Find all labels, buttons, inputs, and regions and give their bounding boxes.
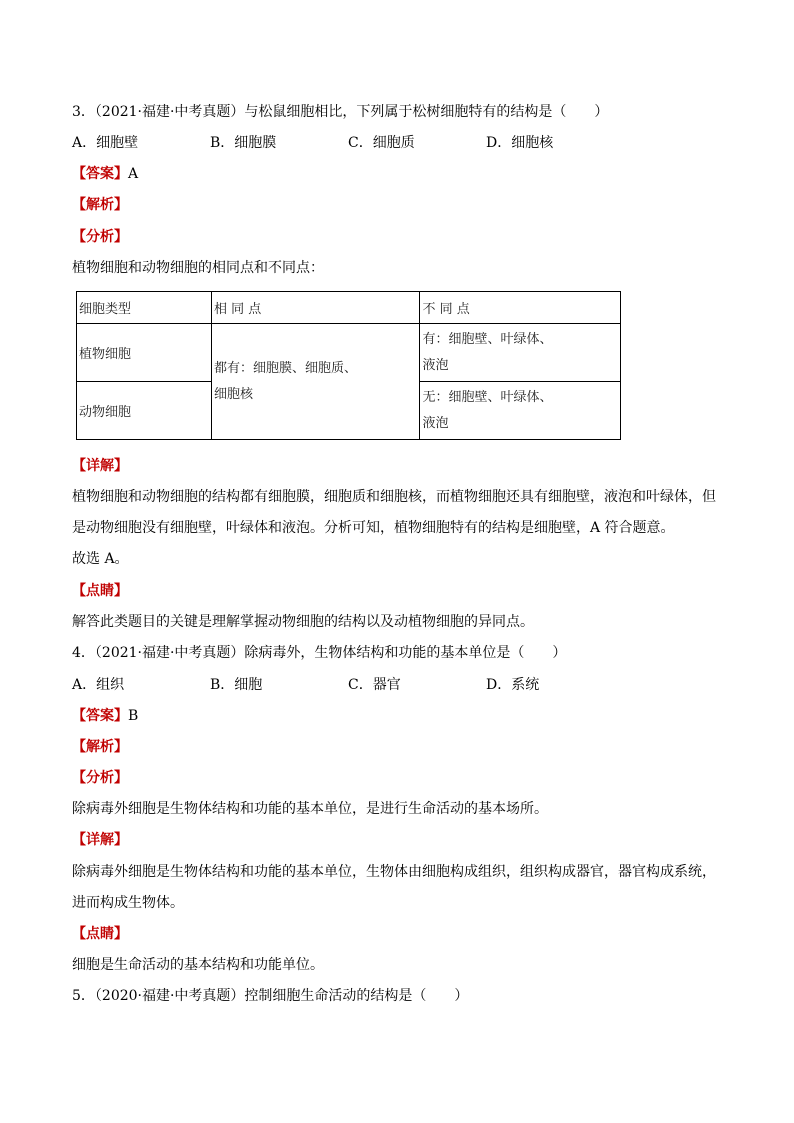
option-a: A．细胞壁 (72, 135, 139, 151)
analysis-text: 除病毒外细胞是生物体结构和功能的基本单位，是进行生命活动的基本场所。 (72, 801, 548, 817)
plant-diff-line-2: 液泡 (422, 357, 449, 373)
analysis-intro: 植物细胞和动物细胞的相同点和不同点： (72, 260, 324, 276)
same-line-2: 细胞核 (213, 386, 253, 402)
option-c: C．器官 (348, 677, 401, 693)
table-header-row (77, 292, 621, 324)
answer-tag: 【答案】 (72, 166, 128, 182)
answer-tag: 【答案】 (72, 708, 128, 724)
animal-diff-line-2: 液泡 (422, 415, 449, 431)
xiangjie-tag: 【详解】 (72, 458, 128, 474)
comment-text: 细胞是生命活动的基本结构和功能单位。 (72, 957, 324, 973)
xiangjie-tag: 【详解】 (72, 832, 128, 848)
question-3-options (72, 133, 752, 153)
option-d: D．系统 (486, 677, 540, 693)
plant-diff-line-1: 有：细胞壁、叶绿体、 (422, 331, 553, 347)
same-line-1: 都有：细胞膜、细胞质、 (213, 360, 357, 376)
header-cell-type: 细胞类型 (77, 292, 212, 324)
jiexi-tag: 【解析】 (72, 197, 128, 213)
question-5-stem: 5．（2020·福建·中考真题）控制细胞生命活动的结构是（ ） (72, 988, 469, 1004)
fenxi-tag: 【分析】 (72, 770, 128, 786)
option-a: A．组织 (72, 677, 125, 693)
detail-line-1: 除病毒外细胞是生物体结构和功能的基本单位，生物体由细胞构成组织，组织构成器官，器官构成系统， (72, 864, 716, 880)
question-4-stem: 4．（2021·福建·中考真题）除病毒外，生物体结构和功能的基本单位是（ ） (72, 645, 567, 661)
same-points-cell (211, 324, 419, 440)
plant-cell-label: 植物细胞 (77, 324, 212, 382)
option-d: D．细胞核 (486, 135, 554, 151)
dianjing-tag: 【点睛】 (72, 926, 128, 942)
option-b: B．细胞 (210, 677, 263, 693)
comment-text: 解答此类题目的关键是理解掌握动物细胞的结构以及动植物细胞的异同点。 (72, 614, 534, 630)
option-c: C．细胞质 (348, 135, 415, 151)
answer-value: B (128, 708, 139, 724)
detail-line-2: 是动物细胞没有细胞壁，叶绿体和液泡。分析可知，植物细胞特有的结构是细胞壁，A 符合题意。 (72, 520, 675, 536)
animal-diff-line-1: 无：细胞壁、叶绿体、 (422, 389, 553, 405)
answer-line (72, 164, 138, 184)
fenxi-tag: 【分析】 (72, 229, 128, 245)
dianjing-tag: 【点睛】 (72, 583, 128, 599)
answer-line (72, 706, 138, 726)
answer-value: A (128, 166, 139, 182)
question-4-options (72, 675, 752, 695)
animal-diff-cell (420, 382, 621, 440)
question-3-stem: 3．（2021·福建·中考真题）与松鼠细胞相比，下列属于松树细胞特有的结构是（ ） (72, 104, 609, 120)
jiexi-tag: 【解析】 (72, 739, 128, 755)
header-same: 相 同 点 (211, 292, 419, 324)
cell-comparison-table (76, 291, 621, 440)
table-row-plant (77, 324, 621, 382)
detail-line-2: 进而构成生物体。 (72, 895, 184, 911)
detail-line-1: 植物细胞和动物细胞的结构都有细胞膜，细胞质和细胞核，而植物细胞还具有细胞壁，液泡和叶绿体，但 (72, 489, 716, 505)
detail-line-3: 故选 A。 (72, 551, 129, 567)
header-diff: 不 同 点 (420, 292, 621, 324)
animal-cell-label: 动物细胞 (77, 382, 212, 440)
plant-diff-cell (420, 324, 621, 382)
option-b: B．细胞膜 (210, 135, 277, 151)
